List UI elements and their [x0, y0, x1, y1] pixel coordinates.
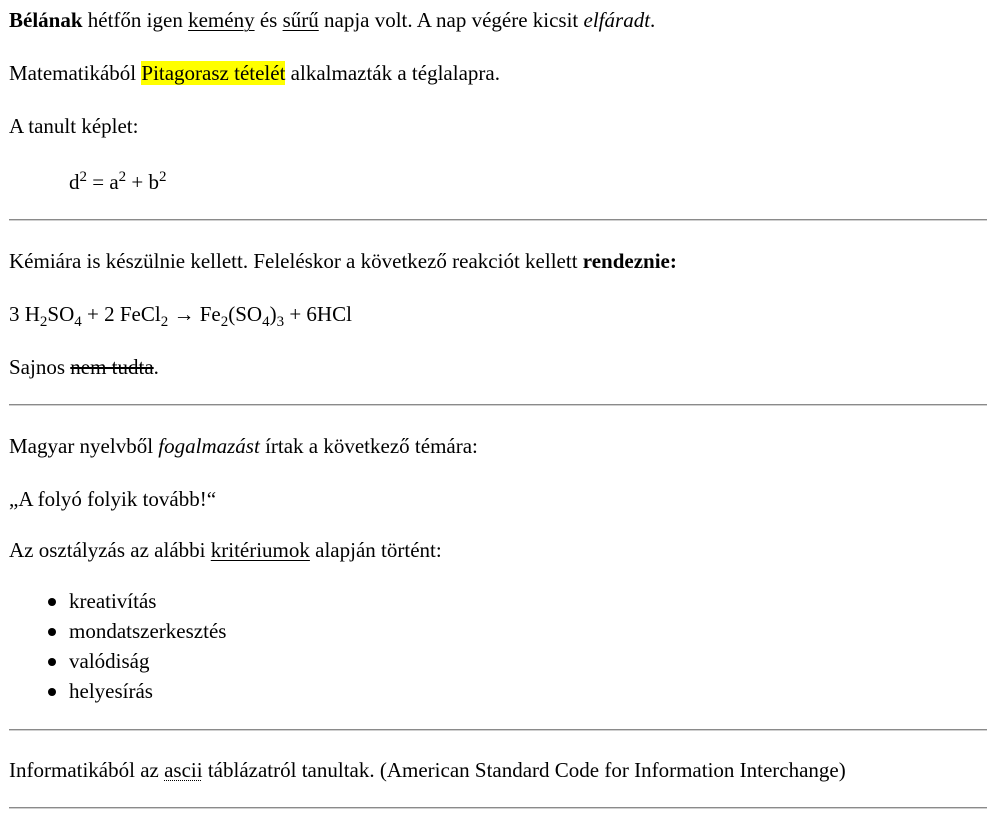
horizontal-rule	[9, 807, 987, 809]
list-item	[9, 649, 226, 679]
text: 3 H	[9, 302, 40, 326]
paragraph-criteria-intro	[9, 538, 442, 562]
text: + 6HCl	[284, 302, 352, 326]
text: Magyar nyelvből	[9, 434, 159, 458]
text: napja volt. A nap végére kicsit	[318, 8, 584, 32]
list-item	[9, 619, 226, 649]
underlined-word-kriteriumok: kritériumok	[210, 538, 310, 562]
paragraph-informatics	[9, 758, 846, 782]
text: = a	[87, 170, 119, 194]
text: alapján történt:	[309, 538, 442, 562]
bullet-icon	[48, 688, 56, 696]
text: d	[69, 170, 80, 194]
subscript: 4	[262, 314, 270, 330]
pythagorean-formula	[69, 170, 167, 194]
list-item-text: helyesírás	[69, 679, 153, 703]
text: → Fe	[168, 302, 221, 326]
text: )	[269, 302, 277, 326]
superscript: 2	[79, 169, 87, 185]
text: Matematikából	[9, 61, 142, 85]
text: táblázatról tanultak. (American Standard Code for Information Interchange)	[202, 758, 846, 782]
subscript: 4	[74, 314, 82, 330]
horizontal-rule	[9, 404, 987, 406]
list-item-text: mondatszerkesztés	[69, 619, 227, 643]
subscript: 3	[276, 314, 285, 330]
name-bold: Bélának	[9, 8, 83, 32]
italic-text: fogalmazást	[158, 434, 260, 458]
subscript: 2	[160, 314, 169, 330]
text: Az osztályzás az alábbi	[9, 538, 211, 562]
strikethrough-text: nem tudta	[70, 355, 154, 379]
criteria-list	[9, 589, 226, 709]
superscript: 2	[159, 169, 167, 185]
bullet-icon	[48, 628, 56, 636]
paragraph-hungarian	[9, 434, 478, 458]
superscript: 2	[118, 169, 127, 185]
subscript: 2	[220, 314, 229, 330]
list-item-text: kreativítás	[69, 589, 157, 613]
underlined-word-kemeny: kemény	[188, 8, 255, 32]
text: Kémiára is készülnie kellett. Feleléskor a következő reakciót kellett	[9, 249, 583, 273]
horizontal-rule	[9, 729, 987, 731]
chemical-reaction	[9, 302, 352, 330]
list-item-text: valódiság	[69, 649, 150, 673]
italic-word-elfaradt: elfáradt	[583, 8, 651, 32]
text: írtak a következő témára:	[259, 434, 478, 458]
text: + 2 FeCl	[81, 302, 161, 326]
text: és	[254, 8, 283, 32]
list-item	[9, 589, 226, 619]
paragraph-math	[9, 61, 500, 85]
text: .	[153, 355, 159, 379]
abbreviation-ascii: ascii	[164, 758, 203, 782]
text: hétfőn igen	[82, 8, 189, 32]
highlighted-text: Pitagorasz tételét	[141, 61, 286, 85]
list-item	[9, 679, 226, 709]
subscript: 2	[39, 314, 48, 330]
bullet-icon	[48, 598, 56, 606]
text: SO	[47, 302, 75, 326]
paragraph-sajnos	[9, 355, 159, 379]
paragraph-chemistry	[9, 249, 677, 273]
text: Informatikából az	[9, 758, 165, 782]
bullet-icon	[48, 658, 56, 666]
text: alkalmazták a téglalapra.	[285, 61, 500, 85]
paragraph-formula-intro: A tanult képlet:	[9, 114, 139, 138]
text: (SO	[228, 302, 263, 326]
bold-text: rendeznie:	[582, 249, 677, 273]
horizontal-rule	[9, 219, 987, 221]
essay-topic-quote: „A folyó folyik tovább!“	[9, 487, 217, 511]
text: Sajnos	[9, 355, 71, 379]
text: + b	[126, 170, 160, 194]
paragraph-bela	[9, 8, 655, 32]
text: .	[650, 8, 656, 32]
underlined-word-suru: sűrű	[282, 8, 319, 32]
